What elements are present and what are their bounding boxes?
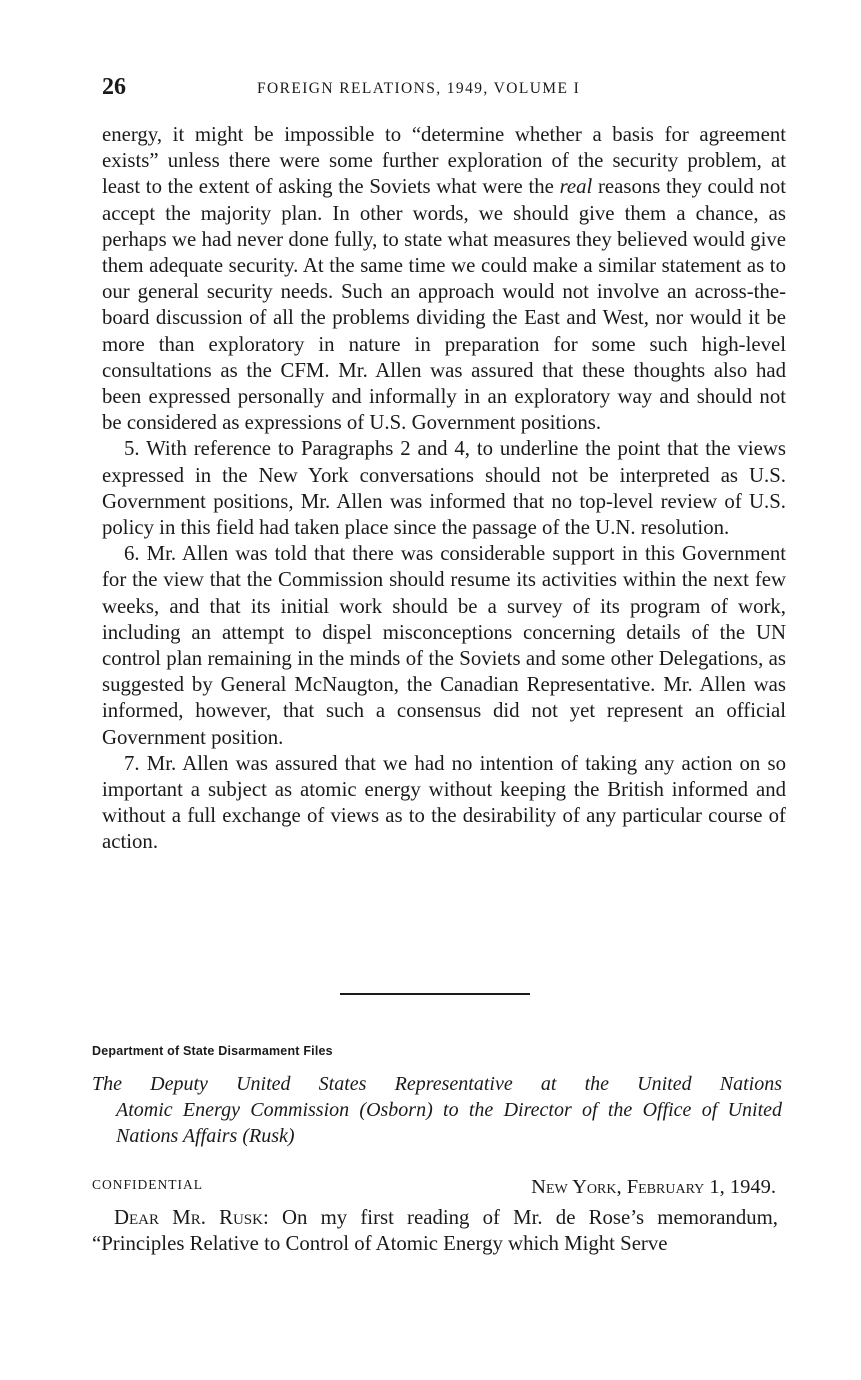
running-header — [102, 74, 782, 104]
body-text — [102, 122, 786, 856]
source-note: Department of State Disarmament Files — [92, 1044, 333, 1058]
letter-body — [92, 1205, 778, 1257]
section-divider — [340, 993, 530, 995]
paragraph-text: energy, it might be impossible to “determine whether a basis for agreement exists” unless there were some further exploration of the security problem, at least to the extent of asking the Soviets what were the — [102, 123, 786, 199]
page-number: 26 — [102, 74, 126, 100]
paragraph-continuation — [102, 122, 786, 436]
salutation: Dear Mr. Rusk — [114, 1206, 263, 1229]
document-heading-line1: The Deputy United States Representative at the United Nations — [92, 1073, 782, 1095]
dateline-text: New York, February 1, 1949. — [531, 1176, 776, 1198]
paragraph-6: 6. Mr. Allen was told that there was considerable support in this Government for the view that the Commission should resume its activities within the next few weeks, and that its initial work should be a survey of its program of work, including an attempt to dispel misconceptions concerning details of the UN control plan remaining in the minds of the Soviets and some other Delegations, as suggested by General McNaugton, the Canadian Representative. Mr. Allen was informed, however, that such a consensus did not yet represent an official Government position. — [102, 542, 786, 749]
document-heading-rest: Atomic Energy Commission (Osborn) to the Director of the Office of United Nations Affairs (Rusk) — [116, 1099, 782, 1147]
letter-opening — [92, 1205, 778, 1257]
classification-label: CONFIDENTIAL — [92, 1177, 203, 1192]
paragraph-7: 7. Mr. Allen was assured that we had no intention of taking any action on so important a subject as atomic energy without keeping the British informed and without a full exchange of views as to the desirability of any particular course of action. — [102, 751, 786, 854]
document-heading — [92, 1071, 782, 1149]
letter-text: : On my first reading of Mr. de Rose’s memorandum, “Principles Relative to Control of Atomic Energy which Might Serve — [92, 1206, 778, 1256]
running-title: FOREIGN RELATIONS, 1949, VOLUME I — [257, 80, 581, 97]
dateline — [482, 1176, 776, 1199]
emphasis-text: real — [559, 175, 593, 199]
paragraph-5: 5. With reference to Paragraphs 2 and 4, to underline the point that the views expressed in the New York conversations should not be interpreted as U.S. Government positions, Mr. Allen was informed that no top-level review of U.S. policy in this field had taken place since the passage of the U.N. resolution. — [102, 437, 786, 540]
paragraph-text-continued: reasons they could not accept the majority plan. In other words, we should give them a chance, as perhaps we had never done fully, to state what measures they believed would give them adequate security. At the same time we could make a similar statement as to our general security needs. Such an approach would not involve an across-the-board discussion of all the problems dividing the East and West, nor would it be more than exploratory in nature in preparation for some such high-level consultations as the CFM. Mr. Allen was assured that these thoughts also had been expressed personally and informally in an exploratory way and should not be considered as expressions of U.S. Government positions. — [102, 175, 786, 435]
